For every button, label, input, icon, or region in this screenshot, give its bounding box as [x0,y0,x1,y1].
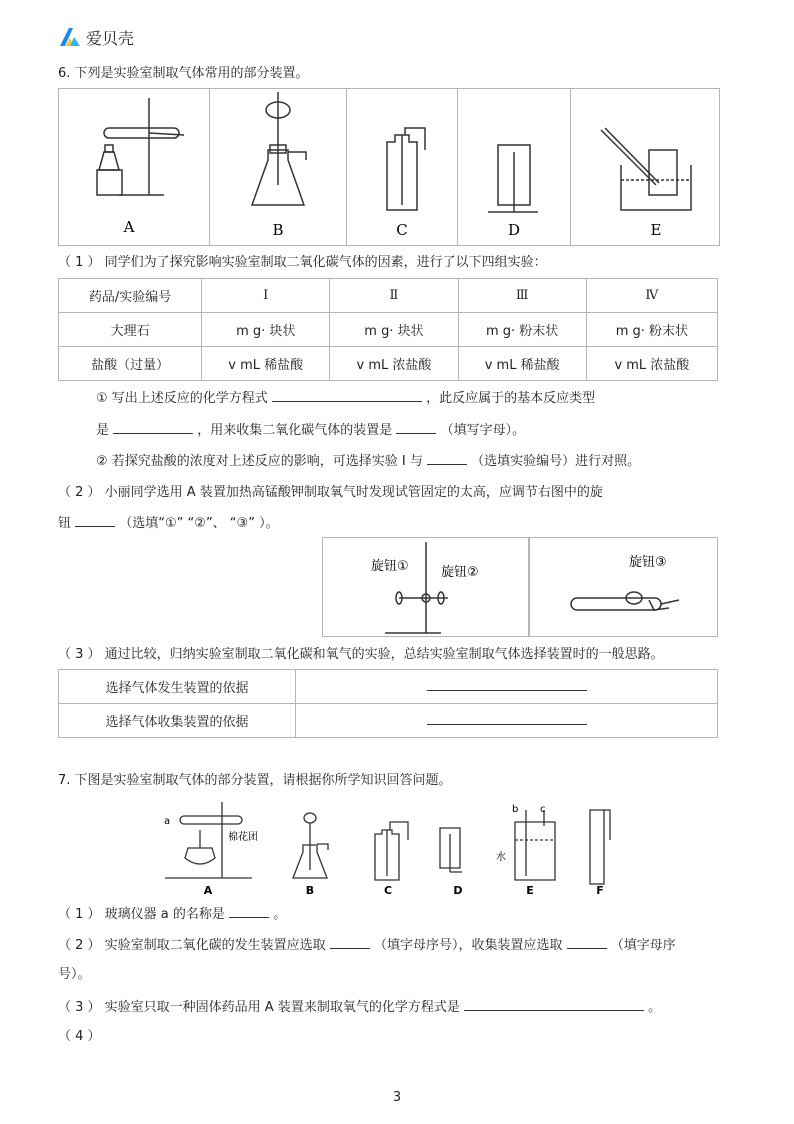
q6-sub2-text-a: ② 若探究盐酸的浓度对上述反应的影响，可选择实验 I 与 [96,454,423,469]
q6-apparatus-table [58,88,720,246]
q6-title: 6. 下列是实验室制取气体常用的部分装置。 [58,66,309,81]
page-number: 3 [392,1090,402,1105]
q7-part2-text-b: （填字母序号），收集装置应选取 [373,938,563,953]
q7-part1 [58,905,286,924]
answer-blank-knob[interactable] [75,514,115,527]
table-cell: v mL 浓盐酸 [330,347,458,381]
table-cell: 盐酸（过量） [59,347,202,381]
table-cell: m g· 粉末状 [458,313,586,347]
q6-basis-table [58,669,718,738]
q6-sub1-text-c: 是 [96,423,110,438]
apparatus-c-label: C [396,221,408,239]
answer-blank-generation-device[interactable] [330,936,370,949]
q7-part2-text-a: （ 2 ） 实验室制取二氧化碳的发生装置应选取 [58,938,326,953]
answer-blank-collect-device[interactable] [396,421,436,434]
stand-knob-diagram [322,537,530,637]
q6-part2-text-b: 钮 [58,516,72,531]
q6-part2-line1: （ 2 ） 小丽同学选用 A 装置加热高锰酸钾制取氧气时发现试管固定的太高，应调节右图中的旋 [58,485,603,500]
table-header-cell: Ⅰ [202,279,330,313]
apparatus-b-label: B [272,221,284,239]
table-row [59,670,718,704]
table-header-cell: Ⅲ [458,279,586,313]
q7-part3-text-a: （ 3 ） 实验室只取一种固体药品用 A 装置来制取氧气的化学方程式是 [58,1000,460,1015]
q7-part3 [58,998,661,1017]
q7-label-c: C [383,884,393,896]
q6-part1-intro: （ 1 ） 同学们为了探究影响实验室制取二氧化碳气体的因素，进行了以下四组实验： [58,255,547,270]
basis-label: 选择气体发生装置的依据 [59,670,296,704]
q6-sub1-text-a: ① 写出上述反应的化学方程式 [96,391,268,406]
apparatus-d-drawing [458,90,570,240]
q7-label-port-c: c [540,804,546,815]
apparatus-e-drawing [571,90,719,240]
q7-apparatus-figure [160,800,620,896]
table-cell: v mL 浓盐酸 [586,347,717,381]
table-header-row [59,279,718,313]
q6-sub1-text-b: ，此反应属于的基本反应类型 [426,391,596,406]
table-cell: v mL 稀盐酸 [458,347,586,381]
answer-blank-reaction-type[interactable] [113,421,193,434]
q7-label-cotton: 棉花团 [228,832,258,843]
q7-part4: （ 4 ） [58,1029,101,1044]
clamp-knob-diagram [528,537,718,637]
table-cell: m g· 块状 [202,313,330,347]
apparatus-a-label: A [123,218,135,236]
q6-part3: （ 3 ） 通过比较，归纳实验室制取二氧化碳和氧气的实验，总结实验室制取气体选择装置时的一般思路。 [58,647,664,662]
q7-label-b: B [305,884,315,896]
answer-blank-generation-basis[interactable] [427,678,587,691]
q6-sub2-text-b: （选填实验编号）进行对照。 [471,454,641,469]
table-row [59,347,718,381]
q7-part1-text-a: （ 1 ） 玻璃仪器 a 的名称是 [58,907,225,922]
answer-blank-collection-device[interactable] [567,936,607,949]
q6-sub1-line2 [96,421,525,440]
table-header-cell: Ⅱ [330,279,458,313]
apparatus-b-drawing [210,90,346,240]
q7-part2-text-c: （填字母序 [610,938,676,953]
knob-3-label: 旋钮③ [629,555,667,570]
brand-logo-text: 爱贝壳 [86,28,135,48]
basis-answer-cell[interactable] [296,670,718,704]
apparatus-c-drawing [347,90,457,240]
q7-label-water: 水 [496,852,506,863]
brand-logo [58,26,134,48]
apparatus-e-label: E [650,221,662,239]
table-header-cell: 药品/实验编号 [59,279,202,313]
q7-part3-text-b: 。 [648,1000,662,1015]
apparatus-a-drawing [59,90,209,240]
knob-1-label: 旋钮① [371,559,409,574]
q6-experiment-table [58,278,718,381]
table-cell: m g· 块状 [330,313,458,347]
q7-part2-line1 [58,936,676,955]
apparatus-c-cell [347,89,458,246]
table-cell: 大理石 [59,313,202,347]
q7-label-d: D [453,884,463,896]
apparatus-a-cell [59,89,210,246]
knob-2-label: 旋钮② [441,565,479,580]
q6-sub1-text-d: ，用来收集二氧化碳气体的装置是 [197,423,393,438]
table-cell: m g· 粉末状 [586,313,717,347]
q6-sub1-line1 [96,389,595,408]
q7-part1-text-b: 。 [273,907,287,922]
table-row [59,313,718,347]
q6-sub1-text-e: （填写字母）。 [440,423,526,438]
answer-blank-oxygen-equation[interactable] [464,998,644,1011]
apparatus-d-label: D [507,221,521,239]
q6-part2-line2 [58,514,279,533]
q7-label-f: F [596,884,604,896]
brand-logo-icon [58,27,82,47]
answer-blank-collection-basis[interactable] [427,712,587,725]
answer-blank-equation[interactable] [272,389,422,402]
q7-label-port-b: b [512,804,519,815]
q7-part2-line2: 号）。 [58,967,91,982]
answer-blank-instrument-name[interactable] [229,905,269,918]
basis-answer-cell[interactable] [296,704,718,738]
apparatus-d-cell [458,89,571,246]
q7-label-a: A [203,884,213,896]
q7-title: 7. 下图是实验室制取气体的部分装置，请根据你所学知识回答问题。 [58,773,452,788]
q7-label-tube-a: a [164,816,171,827]
table-cell: v mL 稀盐酸 [202,347,330,381]
q7-label-e: E [526,884,534,896]
q6-part2-text-c: （选填“①” “②”、 “③” ）。 [119,516,279,531]
q6-sub2-line [96,452,640,471]
apparatus-b-cell [210,89,347,246]
table-header-cell: Ⅳ [586,279,717,313]
basis-label: 选择气体收集装置的依据 [59,704,296,738]
table-row [59,704,718,738]
apparatus-e-cell [571,89,720,246]
answer-blank-experiment[interactable] [427,452,467,465]
